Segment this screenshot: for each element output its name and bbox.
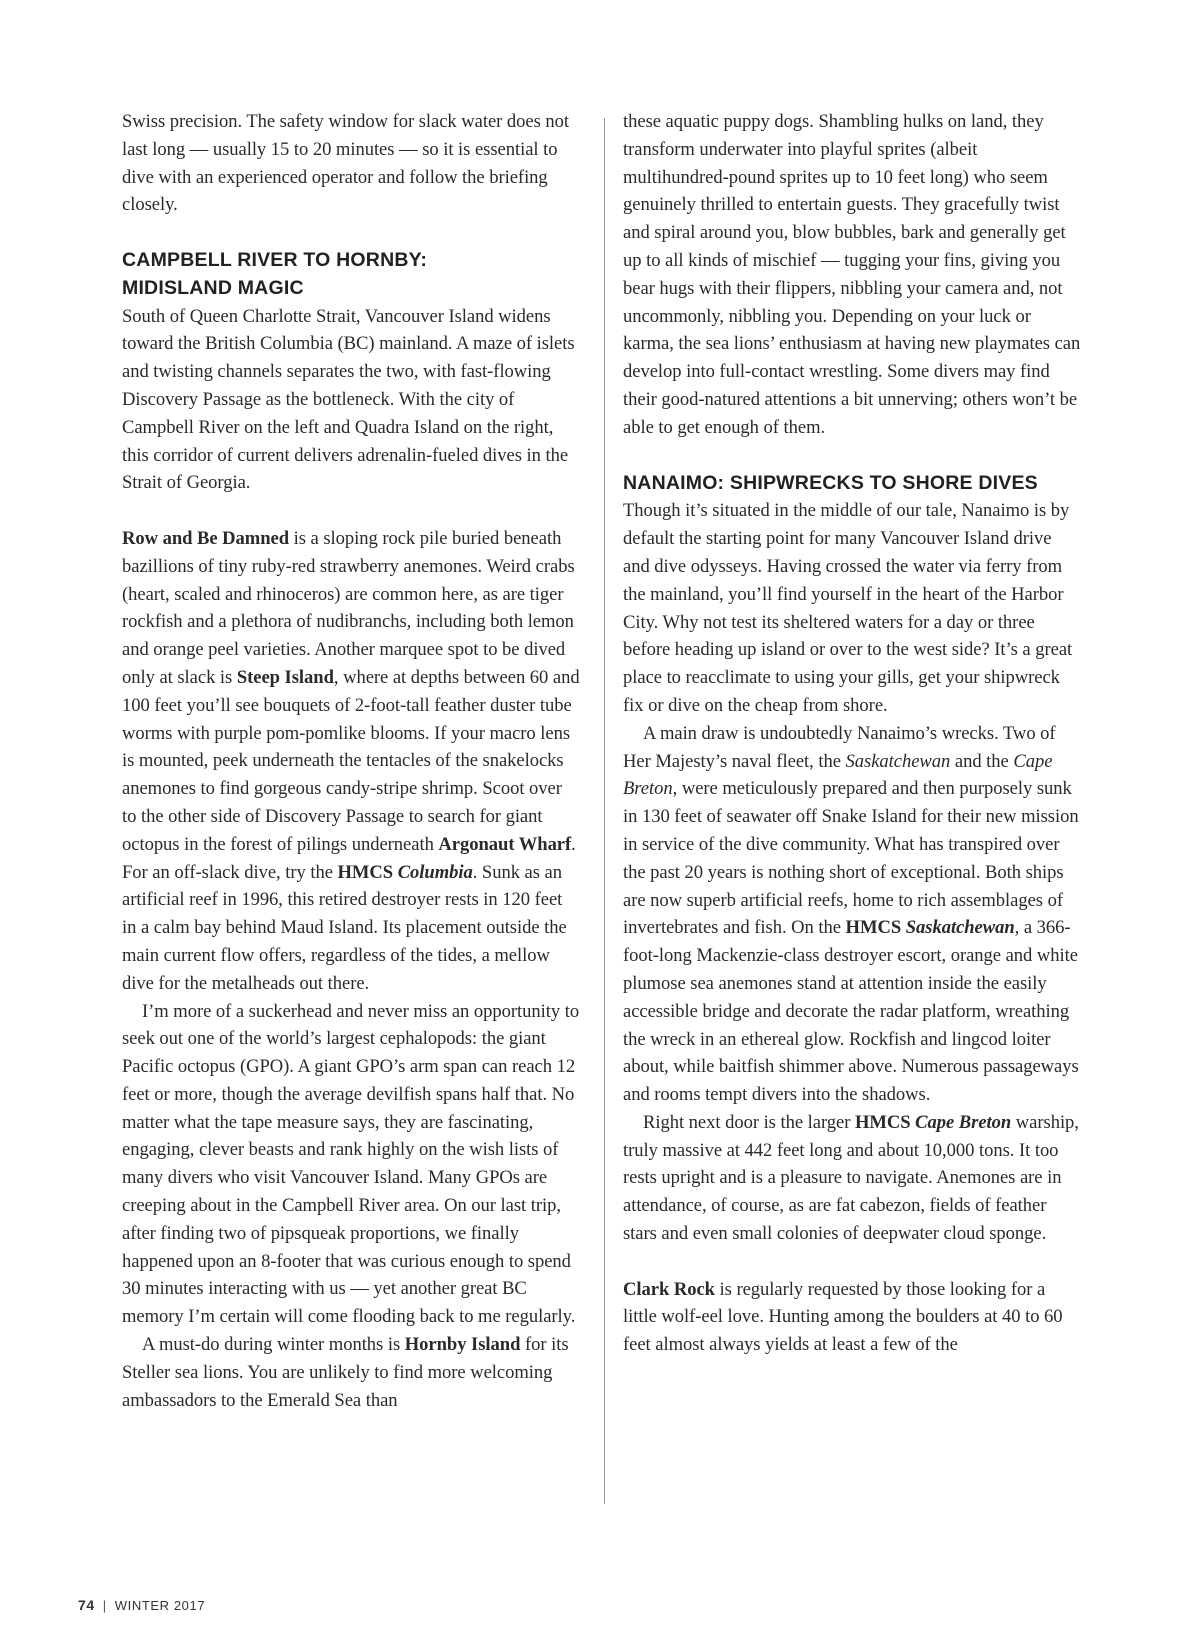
paragraph-nanaimo-wrecks	[623, 720, 1081, 1109]
section-heading-campbell-river	[122, 247, 580, 303]
text-run: warship, truly massive at 442 feet long and about 10,000 tons. It too rests upright and is a pleasure to navigate. Anemones are in attendance, of course, as are fat cabezon, fields of feather stars and even small colonies of deepwater cloud sponge.	[623, 1111, 1079, 1245]
paragraph-campbell-river-intro: South of Queen Charlotte Strait, Vancouver Island widens toward the British Columbia (BC) mainland. A maze of islets and twisting channels separates the two, with fast-flowing Discovery Passage as the bottleneck. With the city of Campbell River on the left and Quadra Island on the right, this corridor of current delivers adrenalin-fueled dives in the Strait of Georgia.	[122, 305, 575, 494]
paragraph-nanaimo-intro: Though it’s situated in the middle of our tale, Nanaimo is by default the starting point for many Vancouver Island drive and dive odysseys. Having crossed the water via ferry from the mainland, you’ll find yourself in the heart of the Harbor City. Why not test its sheltered waters for a day or three before heading up island or over to the west side? It’s a great place to reacclimate to using your gills, get your shipwreck fix or dive on the cheap from shore.	[623, 500, 1073, 716]
site-name-hmcs-cape-breton	[855, 1112, 1011, 1133]
ship-prefix: HMCS	[854, 1111, 916, 1133]
text-run: and the	[950, 750, 1014, 772]
right-column	[623, 108, 1081, 1359]
paragraph-row-and-be-damned	[122, 525, 580, 998]
paragraph-clark-rock	[623, 1276, 1081, 1359]
ship-name-saskatchewan: Saskatchewan	[845, 750, 951, 772]
text-run: , a 366-foot-long Mackenzie-class destroyer escort, orange and white plumose sea anemones stand at attention inside the easily accessible bridge and decorate the radar platform, wreathing the wreck in an ethereal glow. Rockfish and lingcod loiter about, while baitfish shimmer above. Numerous passageways and rooms tempt divers into the shadows.	[623, 917, 1079, 1106]
footer-separator: |	[102, 1598, 107, 1613]
site-name-hmcs-saskatchewan	[846, 917, 1015, 938]
site-name-argonaut-wharf: Argonaut Wharf	[438, 833, 572, 855]
text-run: A main draw is undoubtedly Nanaimo’s wrecks. Two of Her Majesty’s naval fleet, the	[623, 722, 1056, 772]
paragraph-hornby-island	[122, 1331, 580, 1414]
issue-label: WINTER 2017	[114, 1598, 206, 1613]
text-run: is regularly requested by those looking for a little wolf-eel love. Hunting among the boulders at 40 to 60 feet almost always yields at least a few of the	[623, 1278, 1063, 1356]
site-name-hmcs-columbia	[338, 862, 473, 883]
ship-name: Saskatchewan	[905, 917, 1015, 939]
paragraph-cape-breton	[623, 1109, 1081, 1248]
text-run: . For an off-slack dive, try the	[122, 833, 576, 883]
text-run: for its Steller sea lions. You are unlikely to find more welcoming ambassadors to the Emerald Sea than	[122, 1334, 569, 1411]
section-heading-nanaimo: NANAIMO: SHIPWRECKS TO SHORE DIVES	[623, 471, 1038, 494]
ship-name-cape-breton: Cape Breton	[623, 750, 1053, 800]
paragraph-slack-water: Swiss precision. The safety window for slack water does not last long — usually 15 to 20 minutes — so it is essential to dive with an experienced operator and follow the briefing closely.	[122, 111, 569, 216]
text-run: Right next door is the larger	[643, 1111, 855, 1133]
ship-name: Columbia	[397, 861, 473, 883]
paragraph-giant-pacific-octopus: I’m more of a suckerhead and never miss an opportunity to seek out one of the world’s largest cephalopods: the giant Pacific octopus (GPO). A giant GPO’s arm span can reach 12 feet or more, though the average devilfish spans half that. No matter what the tape measure says, they are fascinating, engaging, clever beasts and rank highly on the wish lists of many divers who visit Vancouver Island. Many GPOs are creeping about in the Campbell River area. On our last trip, after finding two of pipsqueak proportions, we finally happened upon an 8-footer that was curious enough to spend 30 minutes interacting with us — yet another great BC memory I’m certain will come flooding back to me regularly.	[122, 1000, 580, 1328]
ship-prefix: HMCS	[845, 917, 906, 939]
text-run: is a sloping rock pile buried beneath bazillions of tiny ruby-red strawberry anemones. Weird crabs (heart, scaled and rhinoceros) are common here, as are tiger rockfish and a plethora of nudibranchs, including both lemon and orange peel varieties. Another marquee spot to be dived only at slack is	[122, 527, 575, 688]
site-name-clark-rock: Clark Rock	[623, 1278, 715, 1300]
text-run: , were meticulously prepared and then purposely sunk in 130 feet of seawater off Snake Island for their new mission in service of the dive community. What has transpired over the past 20 years is nothing short of exceptional. Both ships are now superb artificial reefs, home to rich assemblages of invertebrates and fish. On the	[623, 778, 1079, 939]
site-name-hornby-island: Hornby Island	[404, 1334, 521, 1356]
left-column	[122, 108, 580, 1414]
ship-prefix: HMCS	[337, 861, 398, 883]
text-run: , where at depths between 60 and 100 feet you’ll see bouquets of 2-foot-tall feather duster tube worms with purple pom-pomlike blooms. If your macro lens is mounted, peek underneath the tentacles of the snakelocks anemones to find gorgeous candy-stripe shrimp. Scoot over to the other side of Discovery Passage to search for giant octopus in the forest of pilings underneath	[122, 666, 580, 855]
site-name-steep-island: Steep Island	[236, 666, 334, 688]
heading-line-1: CAMPBELL RIVER TO HORNBY:	[122, 248, 428, 271]
heading-line-2: MIDISLAND MAGIC	[122, 276, 304, 299]
ship-name: Cape Breton	[915, 1111, 1012, 1133]
column-divider	[604, 118, 605, 1504]
site-name-row-and-be-damned: Row and Be Damned	[122, 527, 290, 549]
paragraph-sea-lions: these aquatic puppy dogs. Shambling hulks on land, they transform underwater into playful sprites (albeit multihundred-pound sprites up to 10 feet long) who seem genuinely thrilled to entertain guests. They gracefully twist and spiral around you, blow bubbles, bark and generally get up to all kinds of mischief — tugging your fins, giving you bear hugs with their flippers, nibbling your camera and, not uncommonly, nibbling you. Depending on your luck or karma, the sea lions’ enthusiasm at having new playmates can develop into full-contact wrestling. Some divers may find their good-natured attentions a bit unnerving; others won’t be able to get enough of them.	[623, 111, 1081, 438]
text-run: A must-do during winter months is	[142, 1334, 405, 1356]
text-run: . Sunk as an artificial reef in 1996, this retired destroyer rests in 120 feet in a calm bay behind Maud Island. Its placement outside the main current flow offers, regardless of the tides, a mellow dive for the metalheads out there.	[122, 861, 567, 994]
page-number: 74	[78, 1597, 95, 1613]
page-footer	[78, 1597, 205, 1613]
